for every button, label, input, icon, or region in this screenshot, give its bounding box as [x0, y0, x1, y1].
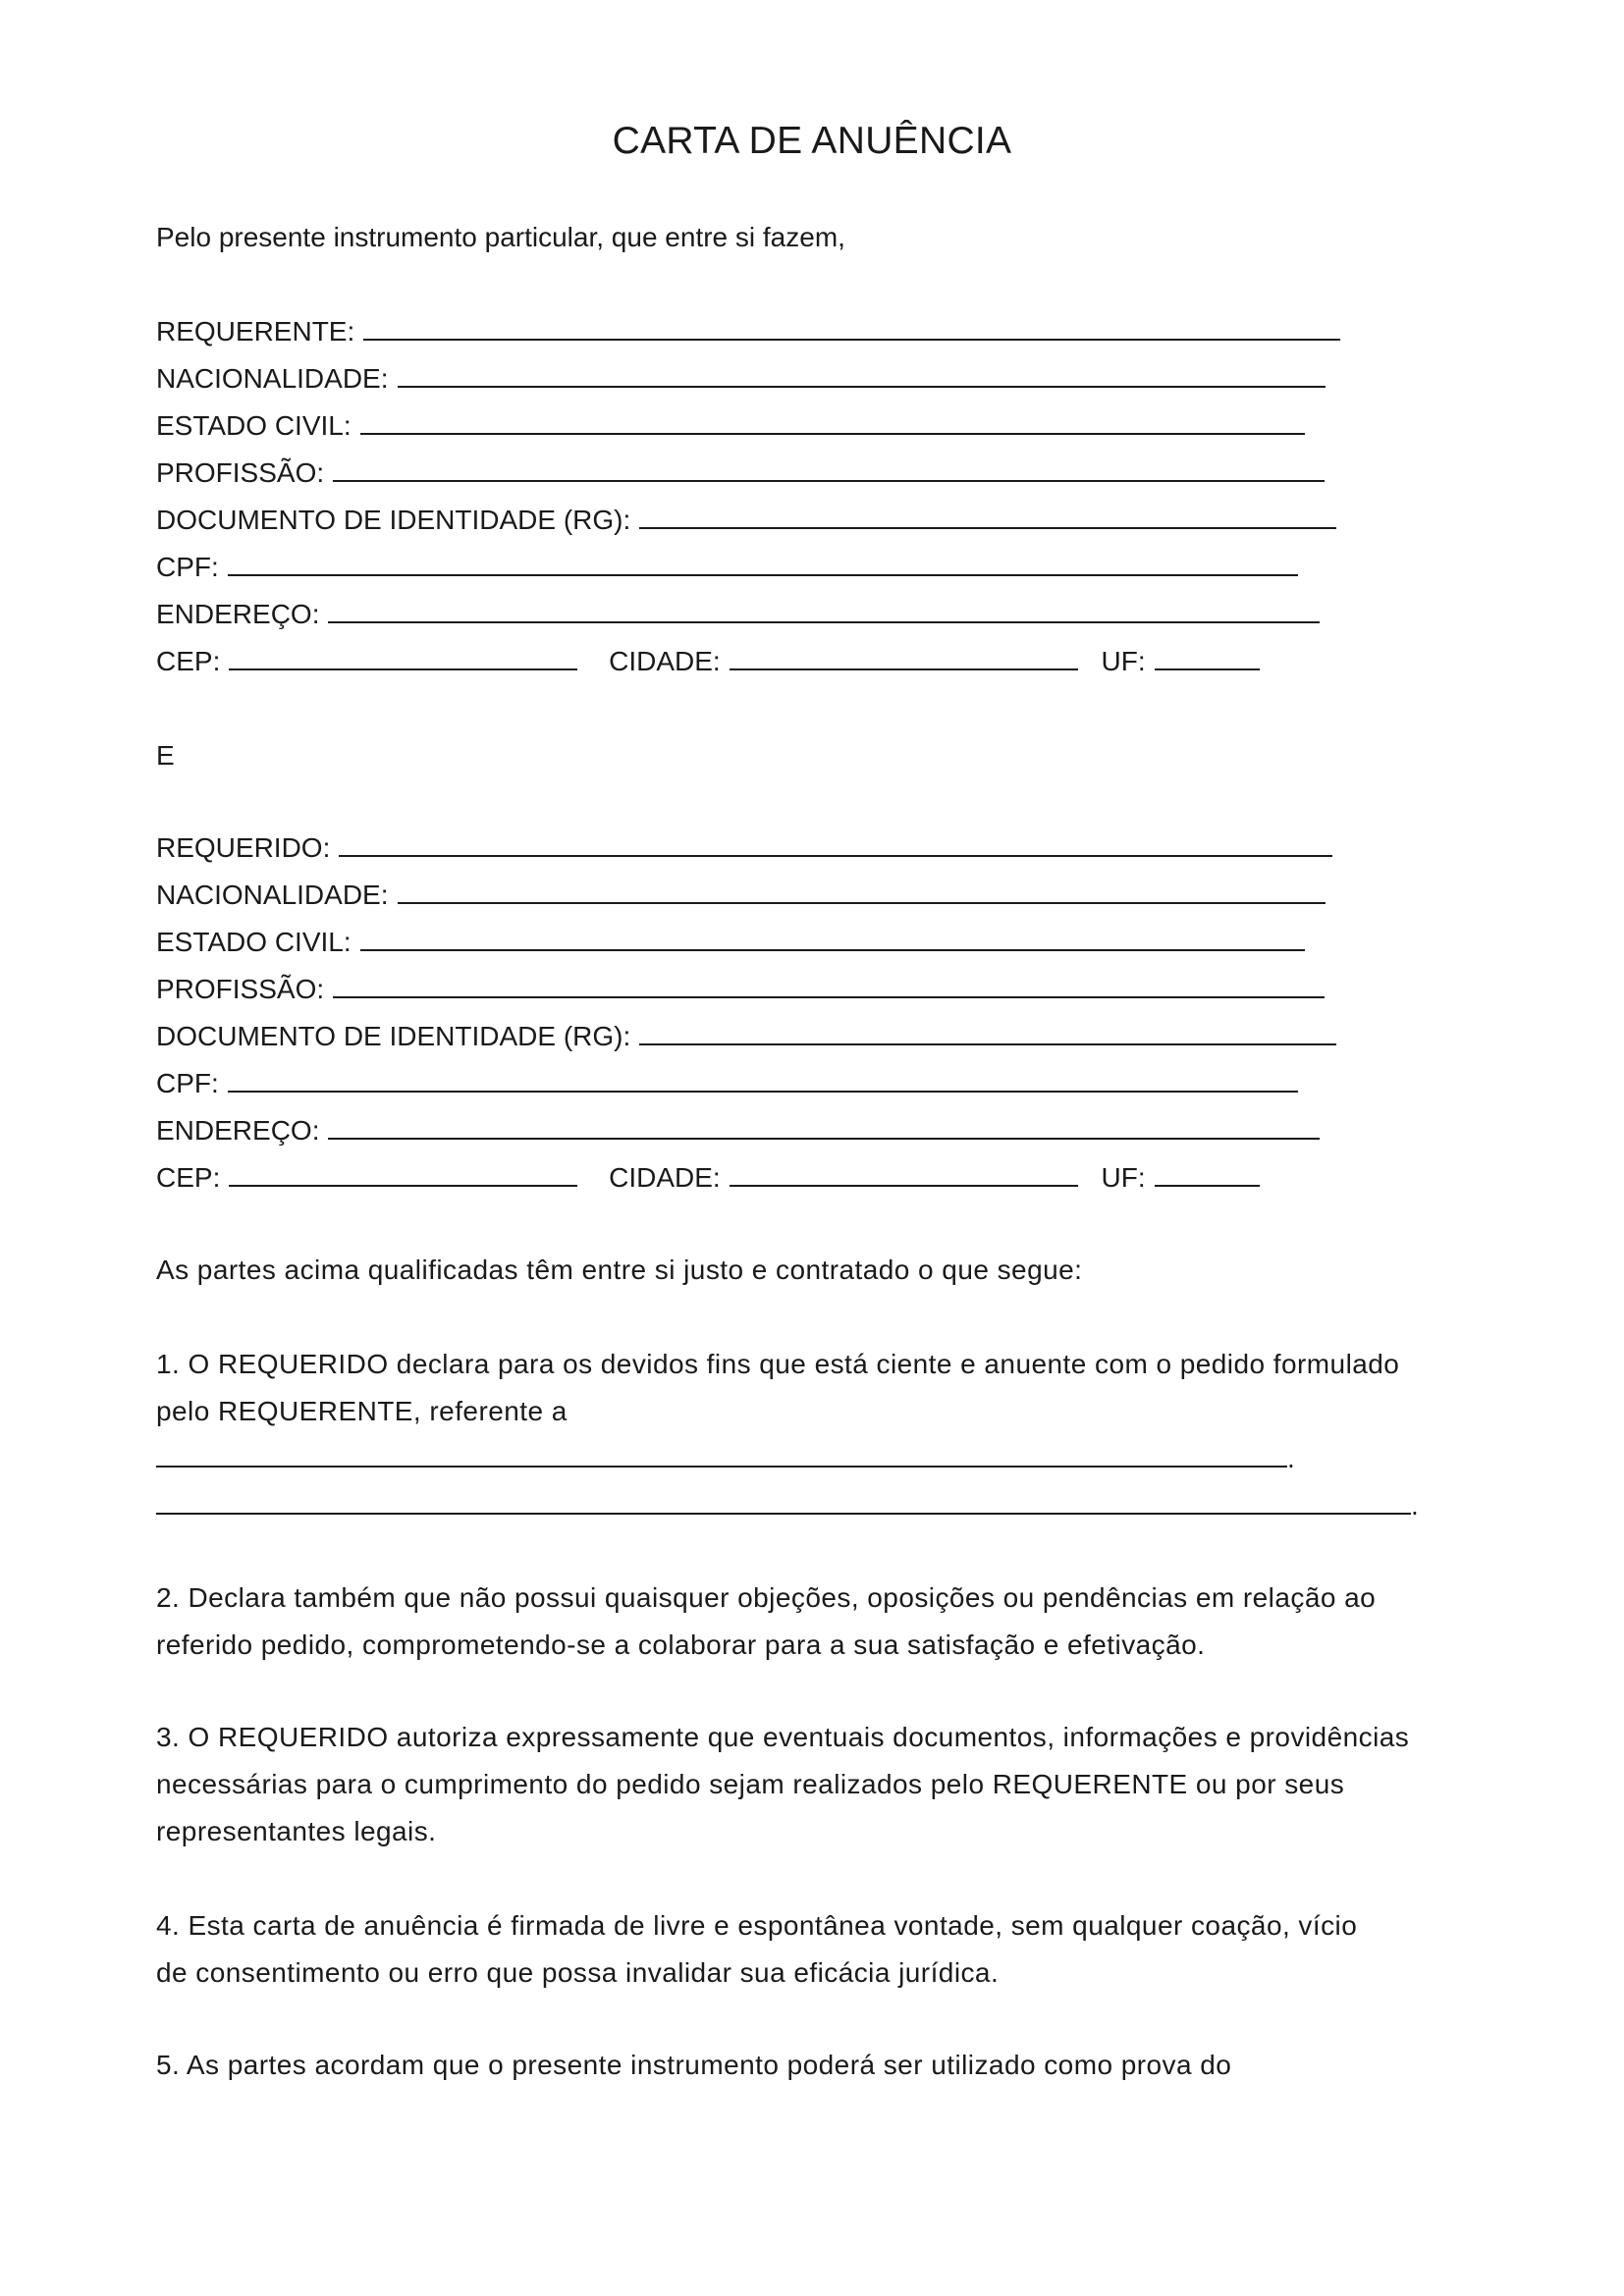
- requerente-cep-field[interactable]: [156, 642, 577, 681]
- field-label: ESTADO CIVIL:: [156, 927, 352, 957]
- clause-3-line-2: necessárias para o cumprimento do pedido sejam realizados pelo REQUERENTE ou por seus: [156, 1769, 1345, 1799]
- requerido-cep-city-uf-row: [156, 1158, 1260, 1198]
- requerido-nationality-field[interactable]: [156, 876, 1326, 915]
- clause-1-line-2: pelo REQUERENTE, referente a: [156, 1396, 568, 1426]
- fill-in-blank[interactable]: [730, 1161, 1078, 1187]
- requerente-address-field[interactable]: [156, 595, 1320, 634]
- requerido-name-field[interactable]: [156, 828, 1332, 868]
- fill-in-blank[interactable]: [360, 926, 1305, 951]
- requerido-cep-field[interactable]: [156, 1158, 577, 1198]
- field-label: CPF:: [156, 552, 219, 582]
- fill-in-blank[interactable]: [339, 831, 1332, 857]
- requerido-cpf-field[interactable]: [156, 1064, 1298, 1103]
- requerente-name-field[interactable]: [156, 312, 1340, 351]
- clause-1-blank-line-2[interactable]: [156, 1486, 1419, 1525]
- field-label: NACIONALIDADE:: [156, 363, 389, 394]
- requerido-uf-field[interactable]: [1102, 1158, 1260, 1198]
- field-label: ENDEREÇO:: [156, 599, 320, 629]
- field-label: ENDEREÇO:: [156, 1115, 320, 1146]
- clause-3-line-3: representantes legais.: [156, 1816, 437, 1846]
- fill-in-blank[interactable]: [328, 598, 1320, 623]
- field-label: DOCUMENTO DE IDENTIDADE (RG):: [156, 1021, 631, 1051]
- fill-in-blank[interactable]: [1155, 645, 1260, 670]
- field-label: NACIONALIDADE:: [156, 880, 389, 910]
- field-label: CIDADE:: [609, 1162, 721, 1193]
- fill-in-blank[interactable]: [398, 362, 1326, 388]
- end-mark: .: [1411, 1490, 1419, 1521]
- requerente-marital-status-field[interactable]: [156, 406, 1305, 446]
- requerente-nationality-field[interactable]: [156, 359, 1326, 399]
- requerente-cep-city-uf-row: [156, 642, 1260, 681]
- field-label: UF:: [1101, 646, 1146, 676]
- field-label: PROFISSÃO:: [156, 457, 325, 488]
- requerido-city-field[interactable]: [609, 1158, 1078, 1198]
- field-label: ESTADO CIVIL:: [156, 410, 352, 441]
- field-label: CPF:: [156, 1068, 219, 1098]
- fill-in-blank[interactable]: [328, 1114, 1320, 1140]
- clause-4-line-2: de consentimento ou erro que possa invalidar sua eficácia jurídica.: [156, 1957, 1000, 1988]
- requerido-marital-status-field[interactable]: [156, 923, 1305, 962]
- requerente-uf-field[interactable]: [1102, 642, 1260, 681]
- fill-in-blank[interactable]: [639, 504, 1336, 529]
- intro-text: Pelo presente instrumento particular, que entre si fazem,: [156, 222, 845, 252]
- field-label: REQUERENTE:: [156, 316, 355, 347]
- clause-2-line-2: referido pedido, comprometendo-se a colaborar para a sua satisfação e efetivação.: [156, 1629, 1206, 1660]
- fill-in-blank[interactable]: [156, 1440, 1287, 1468]
- field-label: CEP:: [156, 1162, 221, 1193]
- requerente-city-field[interactable]: [609, 642, 1078, 681]
- requerido-rg-field[interactable]: [156, 1017, 1336, 1056]
- requerido-profession-field[interactable]: [156, 970, 1325, 1009]
- clause-3-line-1: 3. O REQUERIDO autoriza expressamente que eventuais documentos, informações e providências: [156, 1722, 1410, 1752]
- fill-in-blank[interactable]: [228, 551, 1298, 576]
- document-title: CARTA DE ANUÊNCIA: [612, 120, 1012, 162]
- fill-in-blank[interactable]: [156, 1487, 1411, 1515]
- fill-in-blank[interactable]: [360, 409, 1305, 435]
- requerente-cpf-field[interactable]: [156, 548, 1298, 587]
- fill-in-blank[interactable]: [333, 456, 1325, 482]
- field-label: CIDADE:: [609, 646, 721, 676]
- field-label: DOCUMENTO DE IDENTIDADE (RG):: [156, 505, 631, 535]
- fill-in-blank[interactable]: [363, 315, 1340, 341]
- requerente-rg-field[interactable]: [156, 501, 1336, 540]
- fill-in-blank[interactable]: [1155, 1161, 1260, 1187]
- clause-5-line-1: 5. As partes acordam que o presente instrumento poderá ser utilizado como prova do: [156, 2050, 1232, 2080]
- fill-in-blank[interactable]: [229, 645, 577, 670]
- fill-in-blank[interactable]: [639, 1020, 1336, 1045]
- clause-4-line-1: 4. Esta carta de anuência é firmada de livre e espontânea vontade, sem qualquer coação, vício: [156, 1910, 1358, 1941]
- conjunction-text: E: [156, 740, 175, 771]
- field-label: REQUERIDO:: [156, 832, 331, 863]
- field-label: UF:: [1101, 1162, 1146, 1193]
- clause-2-line-1: 2. Declara também que não possui quaisquer objeções, oposições ou pendências em relação ao: [156, 1582, 1377, 1613]
- fill-in-blank[interactable]: [398, 879, 1326, 904]
- requerido-address-field[interactable]: [156, 1111, 1320, 1150]
- field-label: CEP:: [156, 646, 221, 676]
- preamble-text: As partes acima qualificadas têm entre si justo e contratado o que segue:: [156, 1255, 1083, 1285]
- requerente-profession-field[interactable]: [156, 454, 1325, 493]
- clause-1-line-1: 1. O REQUERIDO declara para os devidos fins que está ciente e anuente com o pedido formulado: [156, 1349, 1400, 1379]
- fill-in-blank[interactable]: [333, 973, 1325, 998]
- field-label: PROFISSÃO:: [156, 974, 325, 1004]
- end-mark: .: [1287, 1443, 1295, 1473]
- fill-in-blank[interactable]: [229, 1161, 577, 1187]
- fill-in-blank[interactable]: [228, 1067, 1298, 1093]
- clause-1-blank-line-1[interactable]: [156, 1439, 1295, 1478]
- fill-in-blank[interactable]: [730, 645, 1078, 670]
